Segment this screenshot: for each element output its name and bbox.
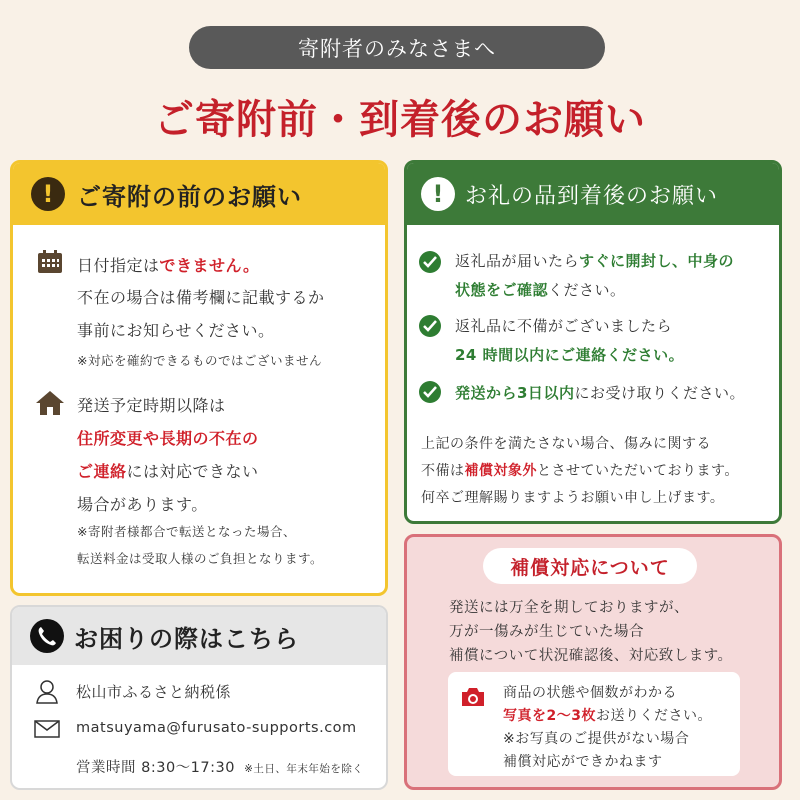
- intro-pill-text: 寄附者のみなさまへ: [298, 36, 496, 61]
- compensation-line-2: 万が一傷みが生じていた場合: [449, 624, 644, 640]
- exclamation-icon: !: [421, 177, 455, 211]
- ship-line-4: 場合があります。: [77, 495, 208, 514]
- contact-card: [10, 605, 388, 790]
- ship-note-2: 転送料金は受取人様のご負担となります。: [77, 551, 324, 566]
- compensation-badge: [483, 548, 697, 584]
- date-line-1-emphasis: できません。: [159, 256, 260, 275]
- after-item-1-text: 返礼品が届いたら: [455, 252, 580, 270]
- contact-header: [12, 607, 386, 665]
- after-item-2-line-1: 返礼品に不備がございましたら: [455, 317, 673, 335]
- compensation-card: [404, 534, 782, 790]
- check-icon: [419, 381, 441, 403]
- contact-email[interactable]: matsuyama@furusato-supports.com: [76, 720, 357, 736]
- phone-icon: [30, 619, 64, 653]
- calendar-icon: [37, 250, 63, 274]
- check-icon: [419, 251, 441, 273]
- photo-line-2-emphasis: 写真を2〜3枚: [503, 708, 596, 724]
- ship-note-1: ※寄附者様都合で転送となった場合、: [77, 524, 296, 539]
- after-policy-emphasis: 補償対象外: [464, 463, 537, 479]
- date-line-3: 事前にお知らせください。: [77, 321, 275, 340]
- ship-line-1: 発送予定時期以降は: [77, 396, 226, 415]
- photo-line-3: ※お写真のご提供がない場合: [503, 731, 690, 747]
- photo-line-1: 商品の状態や個数がわかる: [503, 685, 677, 701]
- before-donation-title: ご寄附の前のお願い: [77, 182, 302, 211]
- after-arrival-card: [404, 160, 782, 524]
- ship-line-3-emphasis: ご連絡: [77, 462, 127, 481]
- date-line-2: 不在の場合は備考欄に記載するか: [77, 288, 325, 307]
- contact-hours-text: 営業時間 8:30〜17:30: [76, 760, 235, 776]
- photo-line-2: [503, 705, 712, 725]
- page-title: ご寄附前・到着後のお願い: [154, 97, 646, 143]
- before-donation-header: [13, 163, 385, 225]
- ship-line-3: [77, 459, 259, 482]
- after-item-3-text: にお受け取りください。: [574, 384, 745, 402]
- camera-icon: [460, 686, 486, 708]
- after-item-1-line-1: [455, 250, 734, 271]
- contact-office: 松山市ふるさと納税係: [76, 683, 232, 701]
- photo-line-4: 補償対応ができかねます: [503, 754, 663, 770]
- mail-icon: [34, 720, 60, 738]
- exclamation-icon: !: [31, 177, 65, 211]
- after-arrival-title: お礼の品到着後のお願い: [465, 183, 719, 209]
- after-item-3: [455, 382, 745, 403]
- date-note: ※対応を確約できるものではございません: [77, 353, 322, 368]
- intro-pill: [189, 26, 605, 69]
- compensation-line-1: 発送には万全を期しておりますが、: [449, 600, 689, 616]
- check-icon: [419, 315, 441, 337]
- date-line-1: [77, 253, 259, 276]
- compensation-badge-text: 補償対応について: [510, 556, 670, 579]
- photo-line-2-text: お送りください。: [595, 708, 712, 724]
- after-item-3-emphasis: 発送から3日以内: [455, 384, 575, 402]
- compensation-line-3: 補償について状況確認後、対応致します。: [449, 648, 733, 664]
- before-donation-card: [10, 160, 388, 596]
- after-item-1-line-2: [455, 279, 626, 300]
- after-policy-line-3: 何卒ご理解賜りますようお願い申し上げます。: [421, 490, 725, 506]
- contact-title: お困りの際はこちら: [74, 624, 299, 653]
- after-item-2-line-2: 24 時間以内にご連絡ください。: [455, 346, 685, 364]
- after-arrival-header: [407, 163, 779, 225]
- after-policy-line-2-tail: とさせていただいております。: [537, 463, 739, 479]
- contact-hours-note: ※土日、年末年始を除く: [244, 763, 364, 775]
- photo-request-box: [448, 672, 740, 776]
- person-icon: [34, 678, 60, 704]
- after-policy-line-2-text: 不備は: [421, 463, 465, 479]
- contact-hours: [76, 756, 363, 777]
- after-item-1-emphasis-2: 状態をご確認: [455, 281, 549, 299]
- after-item-1-text-2: ください。: [548, 281, 626, 299]
- ship-line-2: 住所変更や長期の不在の: [77, 429, 259, 448]
- after-policy-line-1: 上記の条件を満たさない場合、傷みに関する: [421, 436, 711, 452]
- after-item-1-emphasis: すぐに開封し、中身の: [579, 252, 735, 270]
- ship-line-3-text: には対応できない: [126, 462, 259, 481]
- after-policy-line-2: [421, 460, 739, 480]
- house-icon: [35, 390, 65, 416]
- date-line-1-text: 日付指定は: [77, 256, 160, 275]
